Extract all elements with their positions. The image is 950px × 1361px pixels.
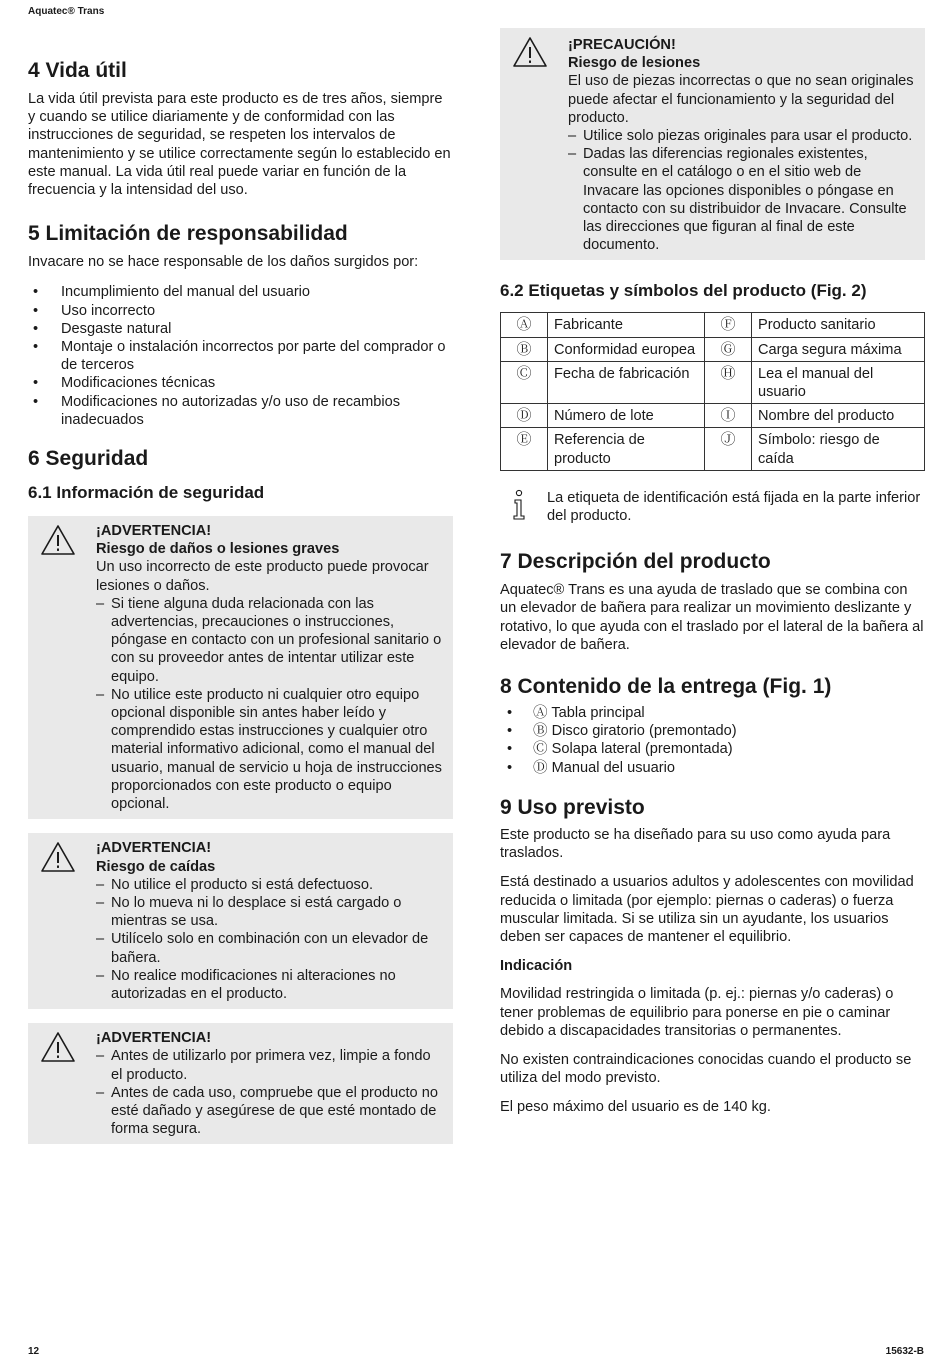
warning-text: Un uso incorrecto de este producto puede provocar lesiones o daños. — [96, 559, 429, 594]
indication-title: Indicación — [500, 958, 573, 975]
warning-label: ¡ADVERTENCIA! — [96, 1030, 212, 1047]
warning-box-cleaning — [28, 1023, 453, 1144]
list-item: – Utilice solo piezas originales para usar el producto. — [568, 127, 917, 145]
section-6-1-title: 6.1 Información de seguridad — [28, 483, 265, 503]
table-cell: Ⓔ — [501, 428, 548, 470]
table-cell: Nombre del producto — [752, 404, 925, 428]
list-item: • Modificaciones no autorizadas y/o uso de recambios inadecuados — [28, 393, 453, 429]
list-item: – Si tiene alguna duda relacionada con las advertencias, precauciones o instrucciones, póngase en contacto con un profesional sanitario o con su proveedor antes de intentar utilizar este equipo. — [96, 595, 445, 686]
table-cell: Referencia de producto — [548, 428, 705, 470]
list-item: • Desgaste natural — [28, 320, 453, 338]
list-item: • Incumplimiento del manual del usuario — [28, 283, 453, 301]
table-cell: Conformidad europea — [548, 337, 705, 361]
section-4-body: La vida útil prevista para este producto es de tres años, siempre y cuando se utilice diariamente y de conformidad con las instrucciones de seguridad, se respeten los intervalos de mantenimiento y se utilice correctamente según lo establecido en este manual. La vida útil real puede variar en función de la frecuencia y la intensidad del uso. — [28, 91, 451, 199]
caution-list — [568, 127, 917, 254]
table-cell: Ⓑ — [501, 337, 548, 361]
caution-subtitle: Riesgo de lesiones — [568, 55, 701, 72]
section-5-intro: Invacare no se hace responsable de los daños surgidos por: — [28, 254, 419, 271]
delivery-contents-list — [500, 704, 925, 777]
list-item: • Ⓑ Disco giratorio (premontado) — [500, 722, 925, 740]
table-cell: Carga segura máxima — [752, 337, 925, 361]
warning-list — [96, 876, 445, 1003]
list-item: – No utilice este producto ni cualquier otro equipo opcional disponible sin antes haber leído y comprendido estas instrucciones y cualquier otro material informativo adicional, como el manual del usuario, manual de servicio u hoja de instrucciones proporcionados con este producto o equipo opcional. — [96, 686, 445, 813]
section-7-body: Aquatec® Trans es una ayuda de traslado que se combina con un elevador de bañera para realizar un movimiento deslizante y rotativo, lo que ayuda con el traslado por el lateral de la bañera al elevador de bañera. — [500, 582, 924, 653]
warning-list — [96, 595, 445, 813]
list-item: – Antes de cada uso, compruebe que el producto no esté dañado y asegúrese de que esté montado de forma segura. — [96, 1084, 445, 1139]
table-cell: Ⓓ — [501, 404, 548, 428]
warning-triangle-icon — [40, 841, 76, 873]
table-cell: Fecha de fabricación — [548, 361, 705, 403]
right-column — [500, 28, 925, 1117]
table-cell: Símbolo: riesgo de caída — [752, 428, 925, 470]
section-7-title: 7 Descripción del producto — [500, 550, 771, 574]
table-cell: Ⓙ — [705, 428, 752, 470]
list-item: • Uso incorrecto — [28, 302, 453, 320]
section-9-title: 9 Uso previsto — [500, 795, 645, 819]
list-item: • Montaje o instalación incorrectos por parte del comprador o de terceros — [28, 338, 453, 374]
table-row — [501, 361, 925, 403]
table-cell: Ⓖ — [705, 337, 752, 361]
table-row — [501, 404, 925, 428]
left-column — [28, 58, 453, 1144]
liability-list — [28, 283, 453, 429]
labels-table — [500, 312, 925, 470]
table-cell: Ⓕ — [705, 313, 752, 337]
warning-label: ¡ADVERTENCIA! — [96, 840, 212, 857]
warning-subtitle: Riesgo de caídas — [96, 858, 216, 875]
warning-list — [96, 1047, 445, 1138]
warning-triangle-icon — [40, 1031, 76, 1063]
list-item: – Antes de utilizarlo por primera vez, limpie a fondo el producto. — [96, 1047, 445, 1083]
warning-triangle-icon — [512, 36, 548, 68]
info-icon — [510, 489, 528, 521]
section-9-p2: Está destinado a usuarios adultos y adolescentes con movilidad reducida o limitada (por ejemplo: piernas o caderas) o fuerza muscular limitada. Si se utiliza sin un ayudante, los usuarios deben ser capaces de mantener el equilibrio. — [500, 874, 914, 945]
list-item: – No lo mueva ni lo desplace si está cargado o mientras se usa. — [96, 894, 445, 930]
warning-box-serious-injury — [28, 516, 453, 819]
section-4-title: 4 Vida útil — [28, 59, 127, 82]
info-note-text: La etiqueta de identificación está fijada en la parte inferior del producto. — [547, 489, 921, 525]
section-8-title: 8 Contenido de la entrega (Fig. 1) — [500, 675, 832, 699]
table-cell: Número de lote — [548, 404, 705, 428]
list-item: – No utilice el producto si está defectuoso. — [96, 876, 445, 894]
section-9-p5: El peso máximo del usuario es de 140 kg. — [500, 1099, 771, 1116]
list-item: • Ⓒ Solapa lateral (premontada) — [500, 740, 925, 758]
section-9-p1: Este producto se ha diseñado para su uso como ayuda para traslados. — [500, 826, 891, 862]
table-cell: Ⓗ — [705, 361, 752, 403]
warning-label: ¡ADVERTENCIA! — [96, 523, 212, 540]
info-note — [500, 489, 925, 525]
table-cell: Ⓐ — [501, 313, 548, 337]
warning-box-falls — [28, 833, 453, 1009]
section-9-p4: No existen contraindicaciones conocidas cuando el producto se utiliza del modo previsto. — [500, 1051, 912, 1087]
section-6-title: 6 Seguridad — [28, 447, 149, 471]
table-row — [501, 313, 925, 337]
section-9-p3: Movilidad restringida o limitada (p. ej.: piernas y/o caderas) o tener problemas de equilibrio para ponerse en pie o caminar debido a discapacidades transitorias o permanentes. — [500, 986, 894, 1039]
table-cell: Lea el manual del usuario — [752, 361, 925, 403]
list-item: – No realice modificaciones ni alteraciones no autorizadas en el producto. — [96, 967, 445, 1003]
caution-label: ¡PRECAUCIÓN! — [568, 37, 676, 53]
table-row — [501, 428, 925, 470]
section-6-2-title: 6.2 Etiquetas y símbolos del producto (Fig. 2) — [500, 281, 867, 301]
list-item: • Modificaciones técnicas — [28, 374, 453, 392]
list-item: • Ⓐ Tabla principal — [500, 704, 925, 722]
caution-box — [500, 28, 925, 260]
list-item: – Utilícelo solo en combinación con un elevador de bañera. — [96, 930, 445, 966]
page-number: 12 — [28, 1346, 40, 1357]
table-cell: Producto sanitario — [752, 313, 925, 337]
table-cell: Ⓒ — [501, 361, 548, 403]
document-id: 15632-B — [885, 1346, 924, 1357]
warning-subtitle: Riesgo de daños o lesiones graves — [96, 541, 340, 558]
caution-text: El uso de piezas incorrectas o que no sean originales puede afectar el funcionamiento y la seguridad del producto. — [568, 73, 914, 126]
document-header: Aquatec® Trans — [28, 6, 105, 17]
warning-triangle-icon — [40, 524, 76, 556]
table-cell: Ⓘ — [705, 404, 752, 428]
section-5-title: 5 Limitación de responsabilidad — [28, 222, 348, 246]
list-item: • Ⓓ Manual del usuario — [500, 759, 925, 777]
table-cell: Fabricante — [548, 313, 705, 337]
table-row — [501, 337, 925, 361]
list-item: – Dadas las diferencias regionales existentes, consulte en el catálogo o en el sitio web de Invacare las opciones disponibles o póngase en contacto con su distribuidor de Invacare. Consulte las direcciones que figuran al final de este documento. — [568, 145, 917, 254]
